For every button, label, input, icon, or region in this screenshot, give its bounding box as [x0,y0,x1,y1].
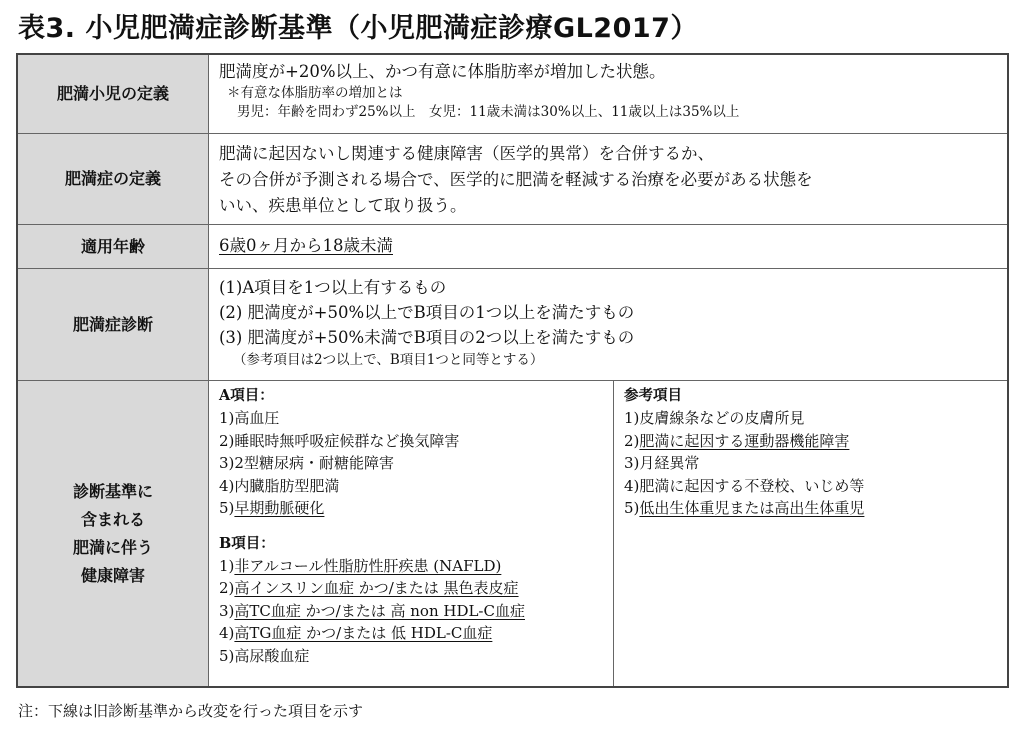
table-row-applicable-age [18,225,1007,269]
reference-item-underlined: 5)低出生体重児または高出生体重児 [624,499,865,517]
row-label-diagnosis: 肥満症診断 [18,269,209,380]
b-item-3-text: 高TC血症 かつ/または 高 non HDL-C血症 [234,601,525,620]
table-row-definition-obesity-disease [18,134,1007,225]
reference-item: 1)皮膚線条などの皮膚所見 [624,409,805,427]
row-content-diagnosis [209,269,1007,380]
b-item-underlined: 2)高インスリン血症 かつ/または 黒色表皮症 [219,579,519,597]
diagnosis-item-1: (1)A項目を1つ以上有するもの [219,278,447,297]
row-content-obese-child [209,55,1007,133]
a-item-underlined: 5)早期動脈硬化 [219,499,325,517]
row-label-obesity-disease: 肥満症の定義 [18,134,209,224]
a-item-5-text: 早期動脈硬化 [234,499,325,517]
table-row-definition-obese-child [18,55,1007,134]
body-fat-note-detail: 男児：年齢を問わず25%以上 女児：11歳未満は30%以上、11歳以上は35%以上 [237,104,740,120]
disease-definition-line-3: いい、疾患単位として取り扱う。 [219,196,467,215]
body-fat-note-heading: ＊有意な体脂肪率の増加とは [227,85,403,101]
diagnosis-item-2: (2) 肥満度が+50%以上でB項目の1つ以上を満たすもの [219,303,635,322]
b-item-1-text: 非アルコール性脂肪性肝疾患 (NAFLD) [234,556,502,575]
b-item-2-text: 高インスリン血症 かつ/または 黒色表皮症 [234,579,519,597]
health-label-line-4: 健康障害 [80,565,145,585]
b-item-underlined: 3)高TC血症 かつ/または 高 non HDL-C血症 [219,601,525,620]
health-label-line-3: 肥満に伴う [72,537,153,557]
criteria-table [16,53,1009,688]
a-item: 3)2型糖尿病・耐糖能障害 [219,454,394,472]
b-item-underlined: 4)高TG血症 かつ/または 低 HDL-C血症 [219,624,493,642]
row-content-obesity-disease [209,134,1007,224]
reference-item: 3)月経異常 [624,454,700,472]
reference-items-column [614,381,1007,686]
health-label-line-2: 含まれる [80,509,145,529]
a-item: 4)内臓脂肪型肥満 [219,476,340,495]
disease-definition-line-1: 肥満に起因ないし関連する健康障害（医学的異常）を合併するか、 [219,144,714,163]
footnote: 注：下線は旧診断基準から改変を行った項目を示す [18,702,364,720]
page-title: 表3. 小児肥満症診断基準（小児肥満症診療GL2017） [18,13,698,44]
a-items-heading: A項目： [219,387,274,404]
row-label-applicable-age: 適用年齢 [18,225,209,268]
b-item-underlined: 1)非アルコール性脂肪性肝疾患 (NAFLD) [219,556,502,575]
reference-item-5-text: 低出生体重児または高出生体重児 [639,499,865,517]
row-label-obese-child: 肥満小児の定義 [18,55,209,133]
reference-items-heading: 参考項目 [624,387,682,404]
diagnosis-item-3: (3) 肥満度が+50%未満でB項目の2つ以上を満たすもの [219,328,635,347]
row-label-health-disorders [18,381,209,686]
table-row-diagnosis [18,269,1007,381]
row-content-health-disorders [209,381,1007,686]
reference-item-2-text: 肥満に起因する運動器機能障害 [639,431,850,450]
a-item: 1)高血圧 [219,409,280,427]
obese-child-definition: 肥満度が+20%以上、かつ有意に体脂肪率が増加した状態。 [219,62,666,81]
b-item-4-text: 高TG血症 かつ/または 低 HDL-C血症 [234,624,493,642]
applicable-age-value: 6歳0ヶ月から18歳未満 [219,236,393,255]
row-content-applicable-age [209,225,1007,268]
reference-item: 4)肥満に起因する不登校、いじめ等 [624,476,865,495]
a-item: 2)睡眠時無呼吸症候群など換気障害 [219,431,460,450]
diagnosis-note: （参考項目は2つ以上で、B項目1つと同等とする） [233,352,544,368]
reference-item-underlined: 2)肥満に起因する運動器機能障害 [624,431,850,450]
table-row-health-disorders [18,381,1007,686]
b-items-heading: B項目： [219,534,275,552]
disease-definition-line-2: その合併が予測される場合で、医学的に肥満を軽減する治療を必要がある状態を [219,170,813,189]
b-item: 5)高尿酸血症 [219,646,310,665]
health-label-line-1: 診断基準に [72,481,153,501]
a-b-items-column [209,381,614,686]
